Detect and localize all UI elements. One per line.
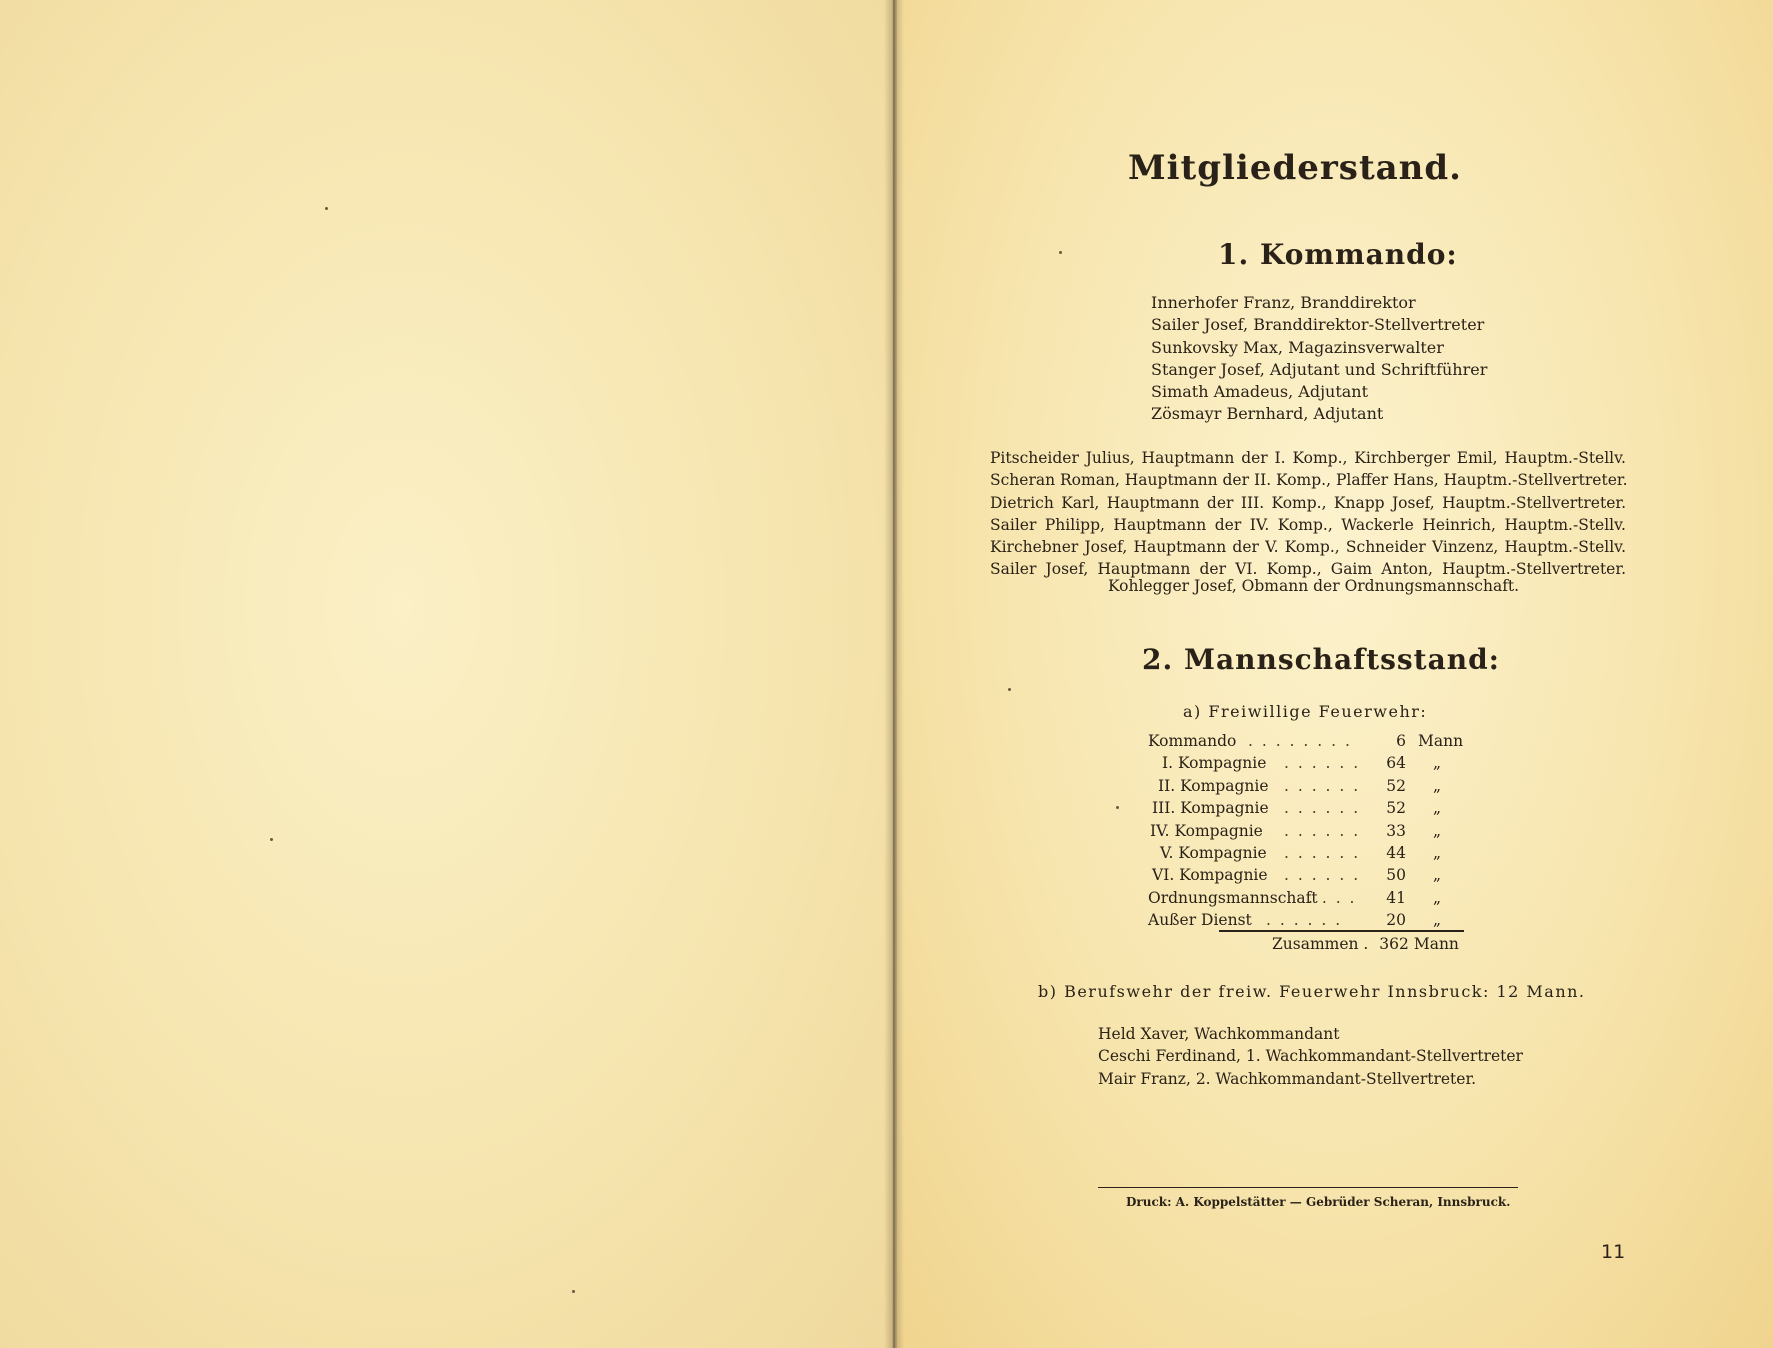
table-row [1148, 777, 1460, 799]
list-item: Scheran Roman, Hauptmann der II. Komp., Plaffer Hans, Hauptm.-Stellvertreter. [990, 471, 1628, 490]
list-item: Mair Franz, 2. Wachkommandant-Stellvertreter. [1098, 1069, 1477, 1088]
page-title: Mitgliederstand. [1127, 148, 1463, 188]
row-label: Außer Dienst [1148, 911, 1252, 930]
row-unit: Mann [1418, 732, 1464, 750]
subheading-freiwillige-feuerwehr: a) Freiwillige Feuerwehr: [1183, 702, 1428, 721]
total-label: Zusammen . [1272, 935, 1369, 953]
row-label: IV. Kompagnie [1150, 821, 1263, 840]
list-item: Held Xaver, Wachkommandant [1098, 1025, 1340, 1043]
table-row [1148, 754, 1460, 776]
table-row [1148, 822, 1460, 844]
row-value: 50 [1386, 866, 1406, 885]
row-label: Ordnungsmannschaft [1148, 888, 1318, 907]
strength-table [1148, 732, 1464, 934]
paper-speck [270, 838, 273, 841]
list-item: Stanger Josef, Adjutant und Schriftführer [1151, 359, 1488, 379]
sum-rule [1219, 930, 1464, 932]
list-item: Sailer Philipp, Hauptmann der IV. Komp., Wackerle Heinrich, Hauptm.-Stellv. [990, 515, 1626, 534]
footer-rule [1098, 1187, 1518, 1188]
total-unit: Mann [1413, 935, 1459, 953]
row-leader-dots: . . . . . . . . [1248, 732, 1352, 750]
row-value: 41 [1386, 888, 1406, 907]
row-unit: „ [1433, 821, 1442, 840]
total-value: 362 [1379, 935, 1409, 953]
table-row [1148, 732, 1464, 754]
table-row [1148, 866, 1460, 888]
row-value: 33 [1386, 821, 1406, 840]
row-unit: „ [1433, 776, 1442, 795]
paper-speck [1059, 251, 1062, 254]
row-value: 52 [1386, 799, 1406, 818]
table-row [1148, 889, 1460, 911]
row-unit: „ [1433, 754, 1442, 773]
row-leader-dots: . . . . [1308, 888, 1357, 907]
row-leader-dots: . . . . . . [1284, 754, 1361, 773]
row-leader-dots: . . . . . . [1284, 866, 1361, 885]
row-unit: „ [1433, 911, 1442, 930]
row-unit: „ [1433, 866, 1442, 885]
row-leader-dots: . . . . . . [1266, 911, 1343, 930]
subheading-berufswehr: b) Berufswehr der freiw. Feuerwehr Innsbruck: 12 Mann. [1038, 982, 1586, 1001]
row-label: VI. Kompagnie [1152, 866, 1268, 885]
table-row [1148, 799, 1460, 821]
section-heading-mannschaftsstand: 2. Mannschaftsstand: [1142, 643, 1500, 676]
table-row [1148, 844, 1460, 866]
row-value: 6 [1396, 732, 1406, 750]
kommando-list [1151, 292, 1487, 426]
row-unit: „ [1433, 888, 1442, 907]
list-item: Sailer Josef, Branddirektor-Stellvertreter [1151, 315, 1485, 335]
row-leader-dots: . . . . . . [1284, 799, 1361, 818]
row-leader-dots: . . . . . . [1284, 776, 1361, 795]
list-item: Kirchebner Josef, Hauptmann der V. Komp., Schneider Vinzenz, Hauptm.-Stellv. [990, 538, 1626, 557]
row-label: III. Kompagnie [1152, 799, 1269, 818]
row-label: II. Kompagnie [1158, 776, 1269, 795]
list-item: Sailer Josef, Hauptmann der VI. Komp., Gaim Anton, Hauptm.-Stellvertreter. [990, 560, 1626, 579]
row-value: 44 [1386, 843, 1406, 862]
row-unit: „ [1433, 799, 1442, 818]
page-number: 11 [1601, 1241, 1626, 1263]
list-item: Innerhofer Franz, Branddirektor [1151, 293, 1416, 312]
row-value: 20 [1386, 911, 1406, 930]
paper-speck [325, 207, 328, 210]
list-item: Sunkovsky Max, Magazinsverwalter [1151, 337, 1444, 357]
row-leader-dots: . . . . . . [1284, 821, 1361, 840]
row-label: Kommando [1148, 732, 1237, 750]
obmann-line: Kohlegger Josef, Obmann der Ordnungsmannschaft. [1108, 577, 1520, 595]
list-item: Ceschi Ferdinand, 1. Wachkommandant-Stellvertreter [1098, 1047, 1523, 1066]
total-row [1272, 935, 1459, 953]
book-gutter [884, 0, 904, 1348]
captains-list [990, 447, 1626, 581]
row-label: I. Kompagnie [1162, 754, 1267, 773]
row-value: 52 [1386, 776, 1406, 795]
printer-imprint: Druck: A. Koppelstätter — Gebrüder Scheran, Innsbruck. [1126, 1195, 1511, 1209]
row-label: V. Kompagnie [1160, 843, 1267, 862]
paper-speck [572, 1290, 575, 1293]
row-value: 64 [1386, 754, 1406, 773]
row-leader-dots: . . . . . . [1284, 843, 1361, 862]
row-unit: „ [1433, 843, 1442, 862]
paper-speck [1116, 806, 1119, 809]
list-item: Dietrich Karl, Hauptmann der III. Komp., Knapp Josef, Hauptm.-Stellvertreter. [990, 493, 1626, 512]
section-heading-kommando: 1. Kommando: [1218, 238, 1458, 271]
list-item: Simath Amadeus, Adjutant [1151, 382, 1369, 402]
list-item: Pitscheider Julius, Hauptmann der I. Komp., Kirchberger Emil, Hauptm.-Stellv. [990, 449, 1626, 467]
list-item: Zösmayr Bernhard, Adjutant [1151, 404, 1384, 424]
paper-speck [1008, 688, 1011, 691]
watch-list [1098, 1023, 1523, 1090]
